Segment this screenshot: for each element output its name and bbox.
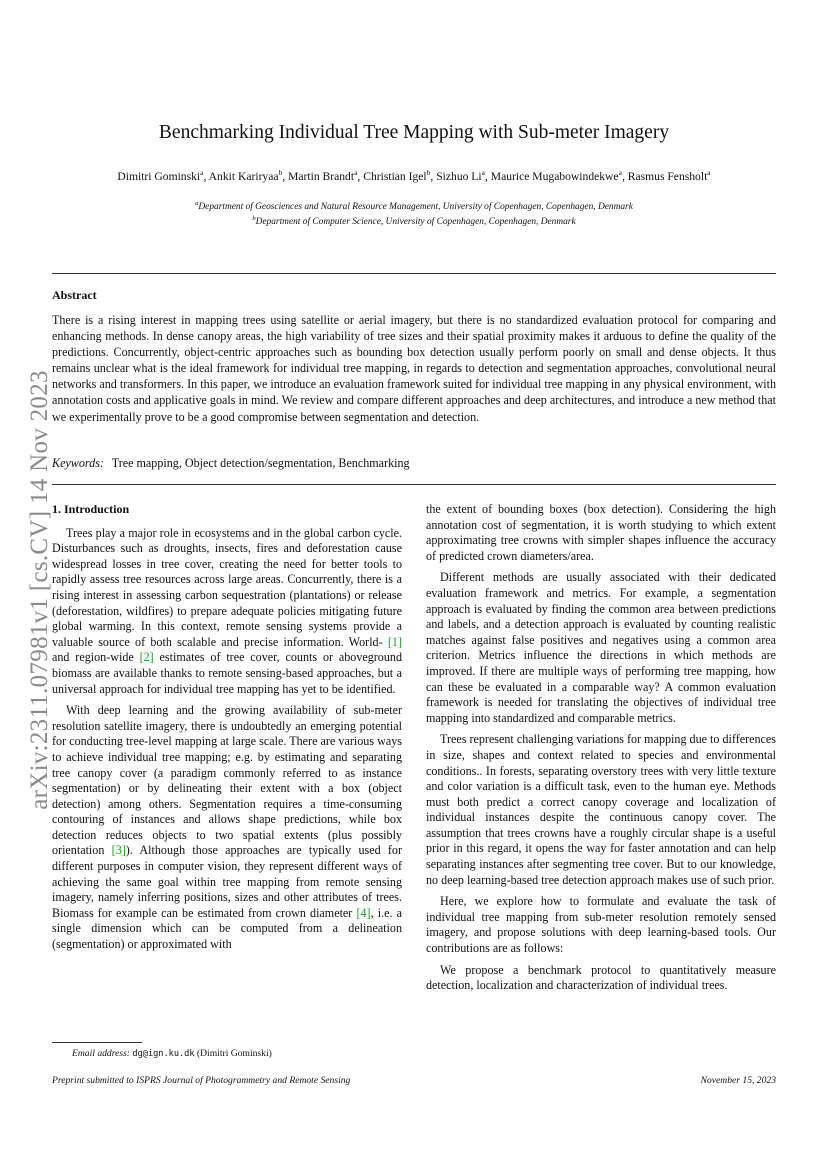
- abstract-heading: Abstract: [52, 288, 97, 302]
- author: Maurice Mugabowindekwe: [490, 169, 619, 183]
- right-column: [426, 502, 776, 1000]
- author-affiliation-mark: a: [354, 168, 358, 177]
- paragraph: Trees play a major role in ecosystems and in the global carbon cycle. Disturbances such as droughts, insects, fires and deforestation cause widespread losses in tree cover, creating the need for better tools to rapidly assess tree resources across large areas. Concurrently, there is a rising interest in assessing carbon sequestration (plantations) or release (deforestation, wildfires) to prepare adequate policies mitigating future global warming. In this context, remote sensing systems provide a valuable source of both scalable and precise information. World- [1] and region-wide [2] estimates of tree cover, counts or aboveground biomass are available thanks to remote sensing-based approaches, but a universal approach for individual tree mapping has yet to be identified.: [52, 525, 402, 696]
- author-affiliation-mark: a: [707, 168, 711, 177]
- author: Ankit Kariryaa: [208, 169, 279, 183]
- paragraph: We propose a benchmark protocol to quantitatively measure detection, localization and characterization of individual trees.: [426, 962, 776, 993]
- arxiv-id: arXiv:2311.07981v1 [cs.CV] 14 Nov 2023: [26, 370, 53, 810]
- citation-link[interactable]: [3]: [111, 843, 126, 858]
- footnote: [72, 1048, 272, 1059]
- author-affiliation-mark: b: [278, 168, 283, 177]
- section-heading: 1. Introduction: [52, 502, 130, 516]
- paragraph: Trees represent challenging variations for mapping due to differences in size, shapes and context related to species and environmental conditions.. In forests, separating overstory trees with very little texture and color variation is a difficult task, even to the human eye. Methods must both predict a correct canopy coverage and localization of individual instances despite the continuous canopy cover. The assumption that trees crowns have a roughly circular shape is a useful prior in this regard, it opens the way for faster annotation and can help separating instances after segmenting tree cover. But to our knowledge, no deep learning-based tree detection approach makes use of such prior.: [426, 732, 776, 887]
- paper-title: Benchmarking Individual Tree Mapping with Sub-meter Imagery: [158, 122, 670, 143]
- affiliation: [52, 198, 776, 213]
- author-affiliation-mark: a: [618, 168, 622, 177]
- paragraph: Here, we explore how to formulate and evaluate the task of individual tree mapping from sub-meter resolution remotely sensed imagery, and propose solutions with deep learning-based tools. Our contributions are as follows:: [426, 894, 776, 956]
- author: Rasmus Fensholt: [627, 169, 708, 183]
- author: Dimitri Gominski: [117, 169, 201, 183]
- affiliation: [52, 213, 776, 228]
- paragraph: the extent of bounding boxes (box detection). Considering the high annotation cost of segmentation, it is worth studying to which extent approximating tree crowns with simpler shapes influence the accuracy of predicted crown diameters/area.: [426, 502, 776, 563]
- paragraph: With deep learning and the growing availability of sub-meter resolution satellite imagery, there is undoubtedly an emerging potential for conducting tree-level mapping at large scale. There are various ways to achieve individual tree mapping; e.g. by estimating and separating tree canopy cover (a paradigm commonly referred to as instance segmentation) or by delineating their extent with a box (object detection) among others. Segmentation requires a time-consuming contouring of instances and allows shape predictions, while box detection reduces objects to two spatial extents (plus possibly orientation [3]). Although those approaches are typically used for different purposes in computer vision, they represent different ways of achieving the same goal within tree mapping from remote sensing imagery, namely inferring positions, sizes and other attributes of trees. Biomass for example can be estimated from crown diameter [4], i.e. a single dimension which can be computed from a delineation (segmentation) or approximated with: [52, 703, 403, 952]
- footnote-label: Email address:: [72, 1048, 131, 1059]
- author: Sizhuo Li: [436, 169, 482, 183]
- footer-journal: Preprint submitted to ISPRS Journal of Photogrammetry and Remote Sensing: [52, 1075, 351, 1086]
- author-list: Dimitri Gominski$^a$, Ankit Kariryaa$^b$, Martin Brandt$^a$, Christian Igel$^b$, Sizhuo Li$^a$, Maurice Mugabowindekwe$^a$, Rasmus Fensholt$^a$: [117, 168, 711, 183]
- keywords-text: Tree mapping, Object detection/segmentation, Benchmarking: [111, 456, 410, 470]
- citation-link[interactable]: [2]: [139, 650, 154, 665]
- footnote-email[interactable]: dg@ign.ku.dk: [132, 1049, 195, 1059]
- abstract-bottom-divider: [52, 484, 776, 485]
- footnote-divider: [52, 1042, 142, 1043]
- citation-link[interactable]: [1]: [387, 634, 402, 649]
- keywords: [52, 456, 410, 471]
- paragraph: Different methods are usually associated with their dedicated evaluation framework and metrics. For example, a segmentation approach is evaluated by finding the common area between predictions and labels, and a detection approach is evaluated by counting realistic matches against false positives and negatives using a common area criterion. Metrics influence the directions in which methods are improved. If there are multiple ways of performing tree mapping, how can these be evaluated in a comparable way? A common evaluation framework is needed for translating the objectives of individual tree mapping into standardized and comparable metrics.: [426, 570, 776, 725]
- affiliation-text: Department of Geosciences and Natural Resource Management, University of Copenhagen, Copenhagen, Denmark: [198, 202, 633, 213]
- left-column: [52, 502, 402, 959]
- author-affiliation-mark: a: [200, 168, 204, 177]
- footer-date: November 15, 2023: [700, 1075, 776, 1086]
- affiliation-text: Department of Computer Science, University of Copenhagen, Copenhagen, Denmark: [255, 217, 576, 228]
- top-divider: [52, 273, 776, 274]
- author: Christian Igel: [363, 169, 427, 183]
- author-affiliation-mark: b: [426, 168, 431, 177]
- citation-link[interactable]: [4]: [356, 905, 371, 920]
- affiliation-mark: a: [195, 200, 199, 207]
- author: Martin Brandt: [288, 169, 355, 183]
- author-affiliation-mark: a: [481, 168, 485, 177]
- keywords-label: Keywords:: [52, 456, 104, 470]
- footnote-name: (Dimitri Gominski): [196, 1048, 272, 1059]
- affiliation-mark: b: [252, 215, 256, 223]
- affiliation-list: [52, 198, 776, 228]
- abstract-text: There is a rising interest in mapping trees using satellite or aerial imagery, but there is no standardized evaluation protocol for comparing and enhancing methods. In dense canopy areas, the high variability of tree sizes and their spatial proximity makes it arduous to define the quality of the predictions. Concurrently, object-centric approaches such as bounding box detection usually perform poorly on small and dense objects. It thus remains unclear what is the ideal framework for individual tree mapping, in regards to detection and segmentation approaches, convolutional neural networks and transformers. In this paper, we introduce an evaluation framework suited for individual tree mapping in any physical environment, with annotation costs and applicative goals in mind. We review and compare different approaches and deep architectures, and introduce a new method that we experimentally prove to be a good compromise between segmentation and detection.: [52, 313, 776, 424]
